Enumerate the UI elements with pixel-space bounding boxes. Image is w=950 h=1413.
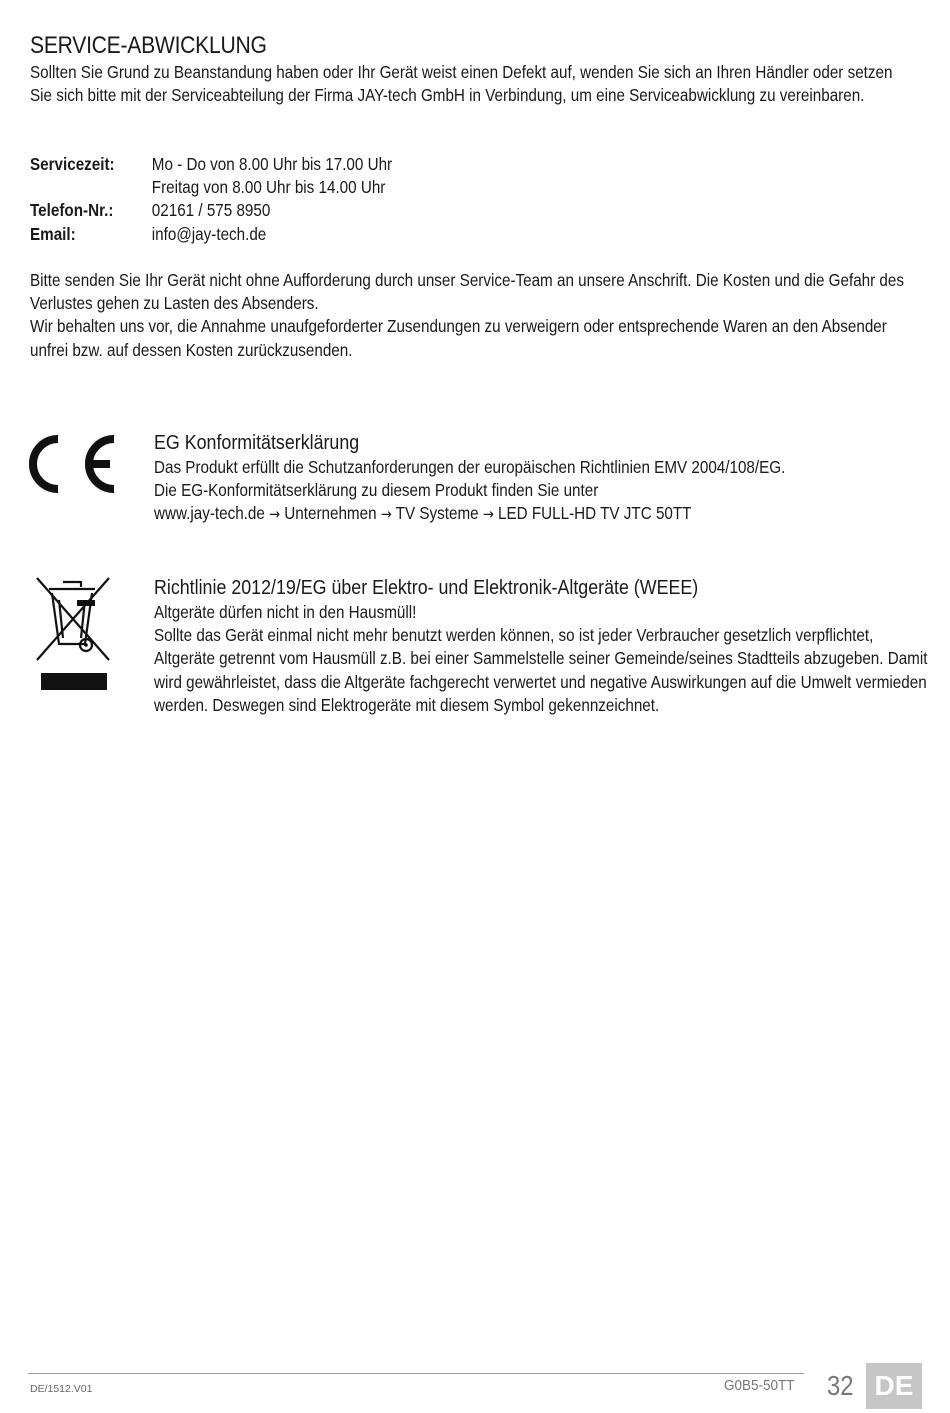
servicezeit-row-2 (30, 176, 552, 199)
footer-divider (28, 1373, 804, 1374)
arrow-right-icon: → (269, 505, 281, 524)
path-step-tv-systeme: TV Systeme (395, 503, 479, 524)
website-link[interactable]: www.jay-tech.de (154, 503, 265, 524)
language-badge: DE (866, 1363, 922, 1409)
ce-navigation-path (154, 502, 937, 526)
page-title: SERVICE-ABWICKLUNG (30, 32, 267, 59)
weee-body: Sollte das Gerät einmal nicht mehr benutzt werden können, so ist jeder Verbraucher gesetzlich verpflichtet, Altgeräte getrennt vom Hausmüll z.B. bei einer Sammelstelle seiner Gemeinde/seines Stadtteils abzugeben. Damit wird gewährleistet, dass die Altgeräte fachgerecht verwertet und negative Auswirkungen auf die Umwelt vermieden werden. Deswegen sind Elektrogeräte mit diesem Symbol gekennzeichnet. (154, 625, 928, 715)
telefon-row (30, 199, 552, 222)
page-number: 32 (827, 1370, 854, 1401)
ce-line-2: Die EG-Konformitätserklärung zu diesem Produkt finden Sie unter (154, 480, 599, 501)
ce-declaration-section (154, 430, 937, 527)
contact-block (30, 153, 552, 246)
notice-line-1: Bitte senden Sie Ihr Gerät nicht ohne Aufforderung durch unser Service-Team an unsere Anschrift. Die Kosten und die Gefahr des Verlustes gehen zu Lasten des Absenders. (30, 270, 904, 314)
email-label: Email: (30, 223, 76, 244)
servicezeit-value-2: Freitag von 8.00 Uhr bis 14.00 Uhr (151, 177, 386, 198)
email-row (30, 223, 552, 246)
weee-section-title: Richtlinie 2012/19/EG über Elektro- und Elektronik-Altgeräte (WEEE) (154, 576, 699, 599)
service-notice-paragraph (30, 269, 909, 362)
ce-line-1: Das Produkt erfüllt die Schutzanforderungen der europäischen Richtlinien EMV 2004/108/EG. (154, 457, 786, 477)
telefon-label: Telefon-Nr.: (30, 200, 114, 221)
service-intro-paragraph: Sollten Sie Grund zu Beanstandung haben oder Ihr Gerät weist einen Defekt auf, wenden Sie sich an Ihren Händler oder setzen Sie sich bitte mit der Serviceabteilung der Firma JAY-tech GmbH in Verbindung, um eine Serviceabwicklung zu vereinbaren. (30, 62, 893, 106)
model-number: G0B5-50TT (724, 1377, 795, 1394)
document-code: DE/1512.V01 (30, 1383, 93, 1395)
notice-line-2: Wir behalten uns vor, die Annahme unaufgeforderter Zusendungen zu verweigern oder entsprechende Waren an den Absender unfrei bzw. auf dessen Kosten zurückzusenden. (30, 316, 887, 360)
arrow-right-icon: → (380, 505, 392, 524)
telefon-value: 02161 / 575 8950 (151, 200, 271, 221)
servicezeit-value-1: Mo - Do von 8.00 Uhr bis 17.00 Uhr (151, 154, 393, 174)
arrow-right-icon: → (482, 505, 494, 524)
ce-mark-icon (28, 432, 120, 496)
weee-line-1: Altgeräte dürfen nicht in den Hausmüll! (154, 602, 417, 622)
ce-section-title: EG Konformitätserklärung (154, 431, 360, 454)
servicezeit-row (30, 153, 552, 176)
path-step-product: LED FULL-HD TV JTC 50TT (498, 503, 692, 524)
email-value: info@jay-tech.de (151, 223, 267, 244)
crossed-out-wheelie-bin-icon (33, 576, 113, 691)
weee-section (154, 575, 937, 717)
servicezeit-label: Servicezeit: (30, 154, 115, 174)
path-step-unternehmen: Unternehmen (284, 503, 377, 524)
